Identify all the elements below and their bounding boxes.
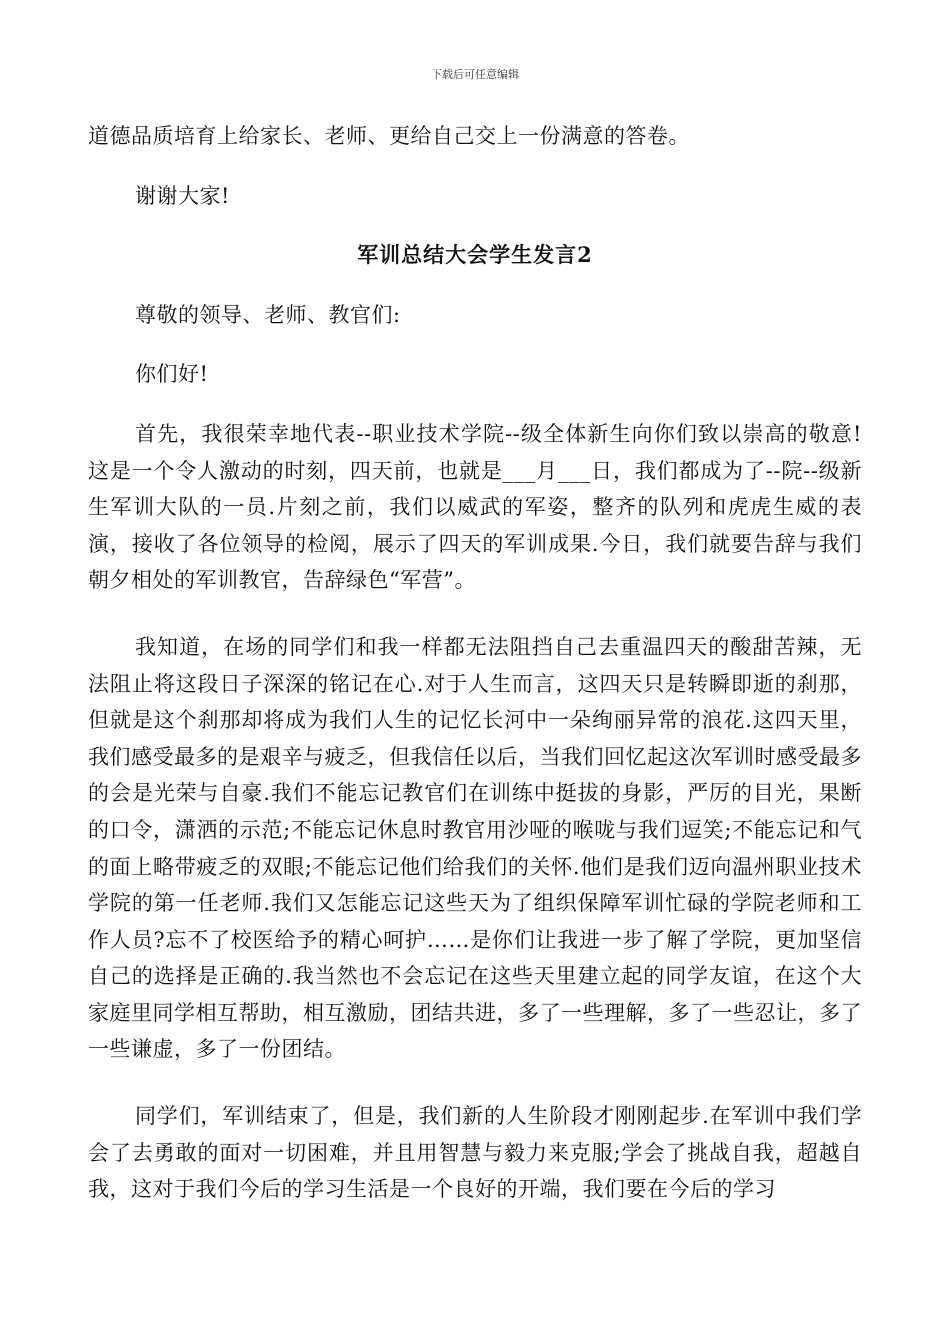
continuation-paragraph: 道德品质培育上给家长、老师、更给自己交上一份满意的答卷。 xyxy=(88,124,690,148)
thanks-line: 谢谢大家! xyxy=(135,183,230,208)
speech-title: 军训总结大会学生发言2 xyxy=(357,242,593,268)
salutation-line: 尊敬的领导、老师、教官们: xyxy=(135,302,401,327)
body-paragraph-3: 同学们，军训结束了，但是，我们新的人生阶段才刚刚起步.在军训中我们学会了去勇敢的面对一切困难，并且用智慧与毅力来克服;学会了挑战自我，超越自我，这对于我们今后的学习生活是一个良好的开端，我们要在今后的学习 xyxy=(88,1104,862,1202)
page-header-note: 下载后可任意编辑 xyxy=(431,68,519,81)
body-paragraph-1: 首先，我很荣幸地代表--职业技术学院--级全体新生向你们致以崇高的敬意!这是一个令人激动的时刻，四天前，也就是___月___日，我们都成为了--院--级新生军训大队的一员.片刻之前，我们以威武的军姿，整齐的队列和虎虎生威的表演，接收了各位领导的检阅，展示了四天的军训成果.今日，我们就要告辞与我们朝夕相处的军训教官，告辞绿色“军营”。 xyxy=(88,421,862,593)
greeting-line: 你们好! xyxy=(135,362,209,387)
document-body xyxy=(88,118,862,1208)
body-paragraph-2: 我知道，在场的同学们和我一样都无法阻挡自己去重温四天的酸甜苦辣，无法阻止将这段日子深深的铭记在心.对于人生而言，这四天只是转瞬即逝的刹那，但就是这个刹那却将成为我们人生的记忆长河中一朵绚丽异常的浪花.这四天里，我们感受最多的是艰辛与疲乏，但我信任以后，当我们回忆起这次军训时感受最多的会是光荣与自豪.我们不能忘记教官们在训练中挺拔的身影，严厉的目光，果断的口令，潇洒的示范;不能忘记休息时教官用沙哑的喉咙与我们逗笑;不能忘记和气的面上略带疲乏的双眼;不能忘记他们给我们的关怀.他们是我们迈向温州职业技术学院的第一任老师.我们又怎能忘记这些天为了组织保障军训忙碌的学院老师和工作人员?忘不了校医给予的精心呵护……是你们让我进一步了解了学院，更加坚信自己的选择是正确的.我当然也不会忘记在这些天里建立起的同学友谊，在这个大家庭里同学相互帮助，相互激励，团结共进，多了一些理解，多了一些忍让，多了一些谦虚，多了一份团结。 xyxy=(88,634,862,1062)
